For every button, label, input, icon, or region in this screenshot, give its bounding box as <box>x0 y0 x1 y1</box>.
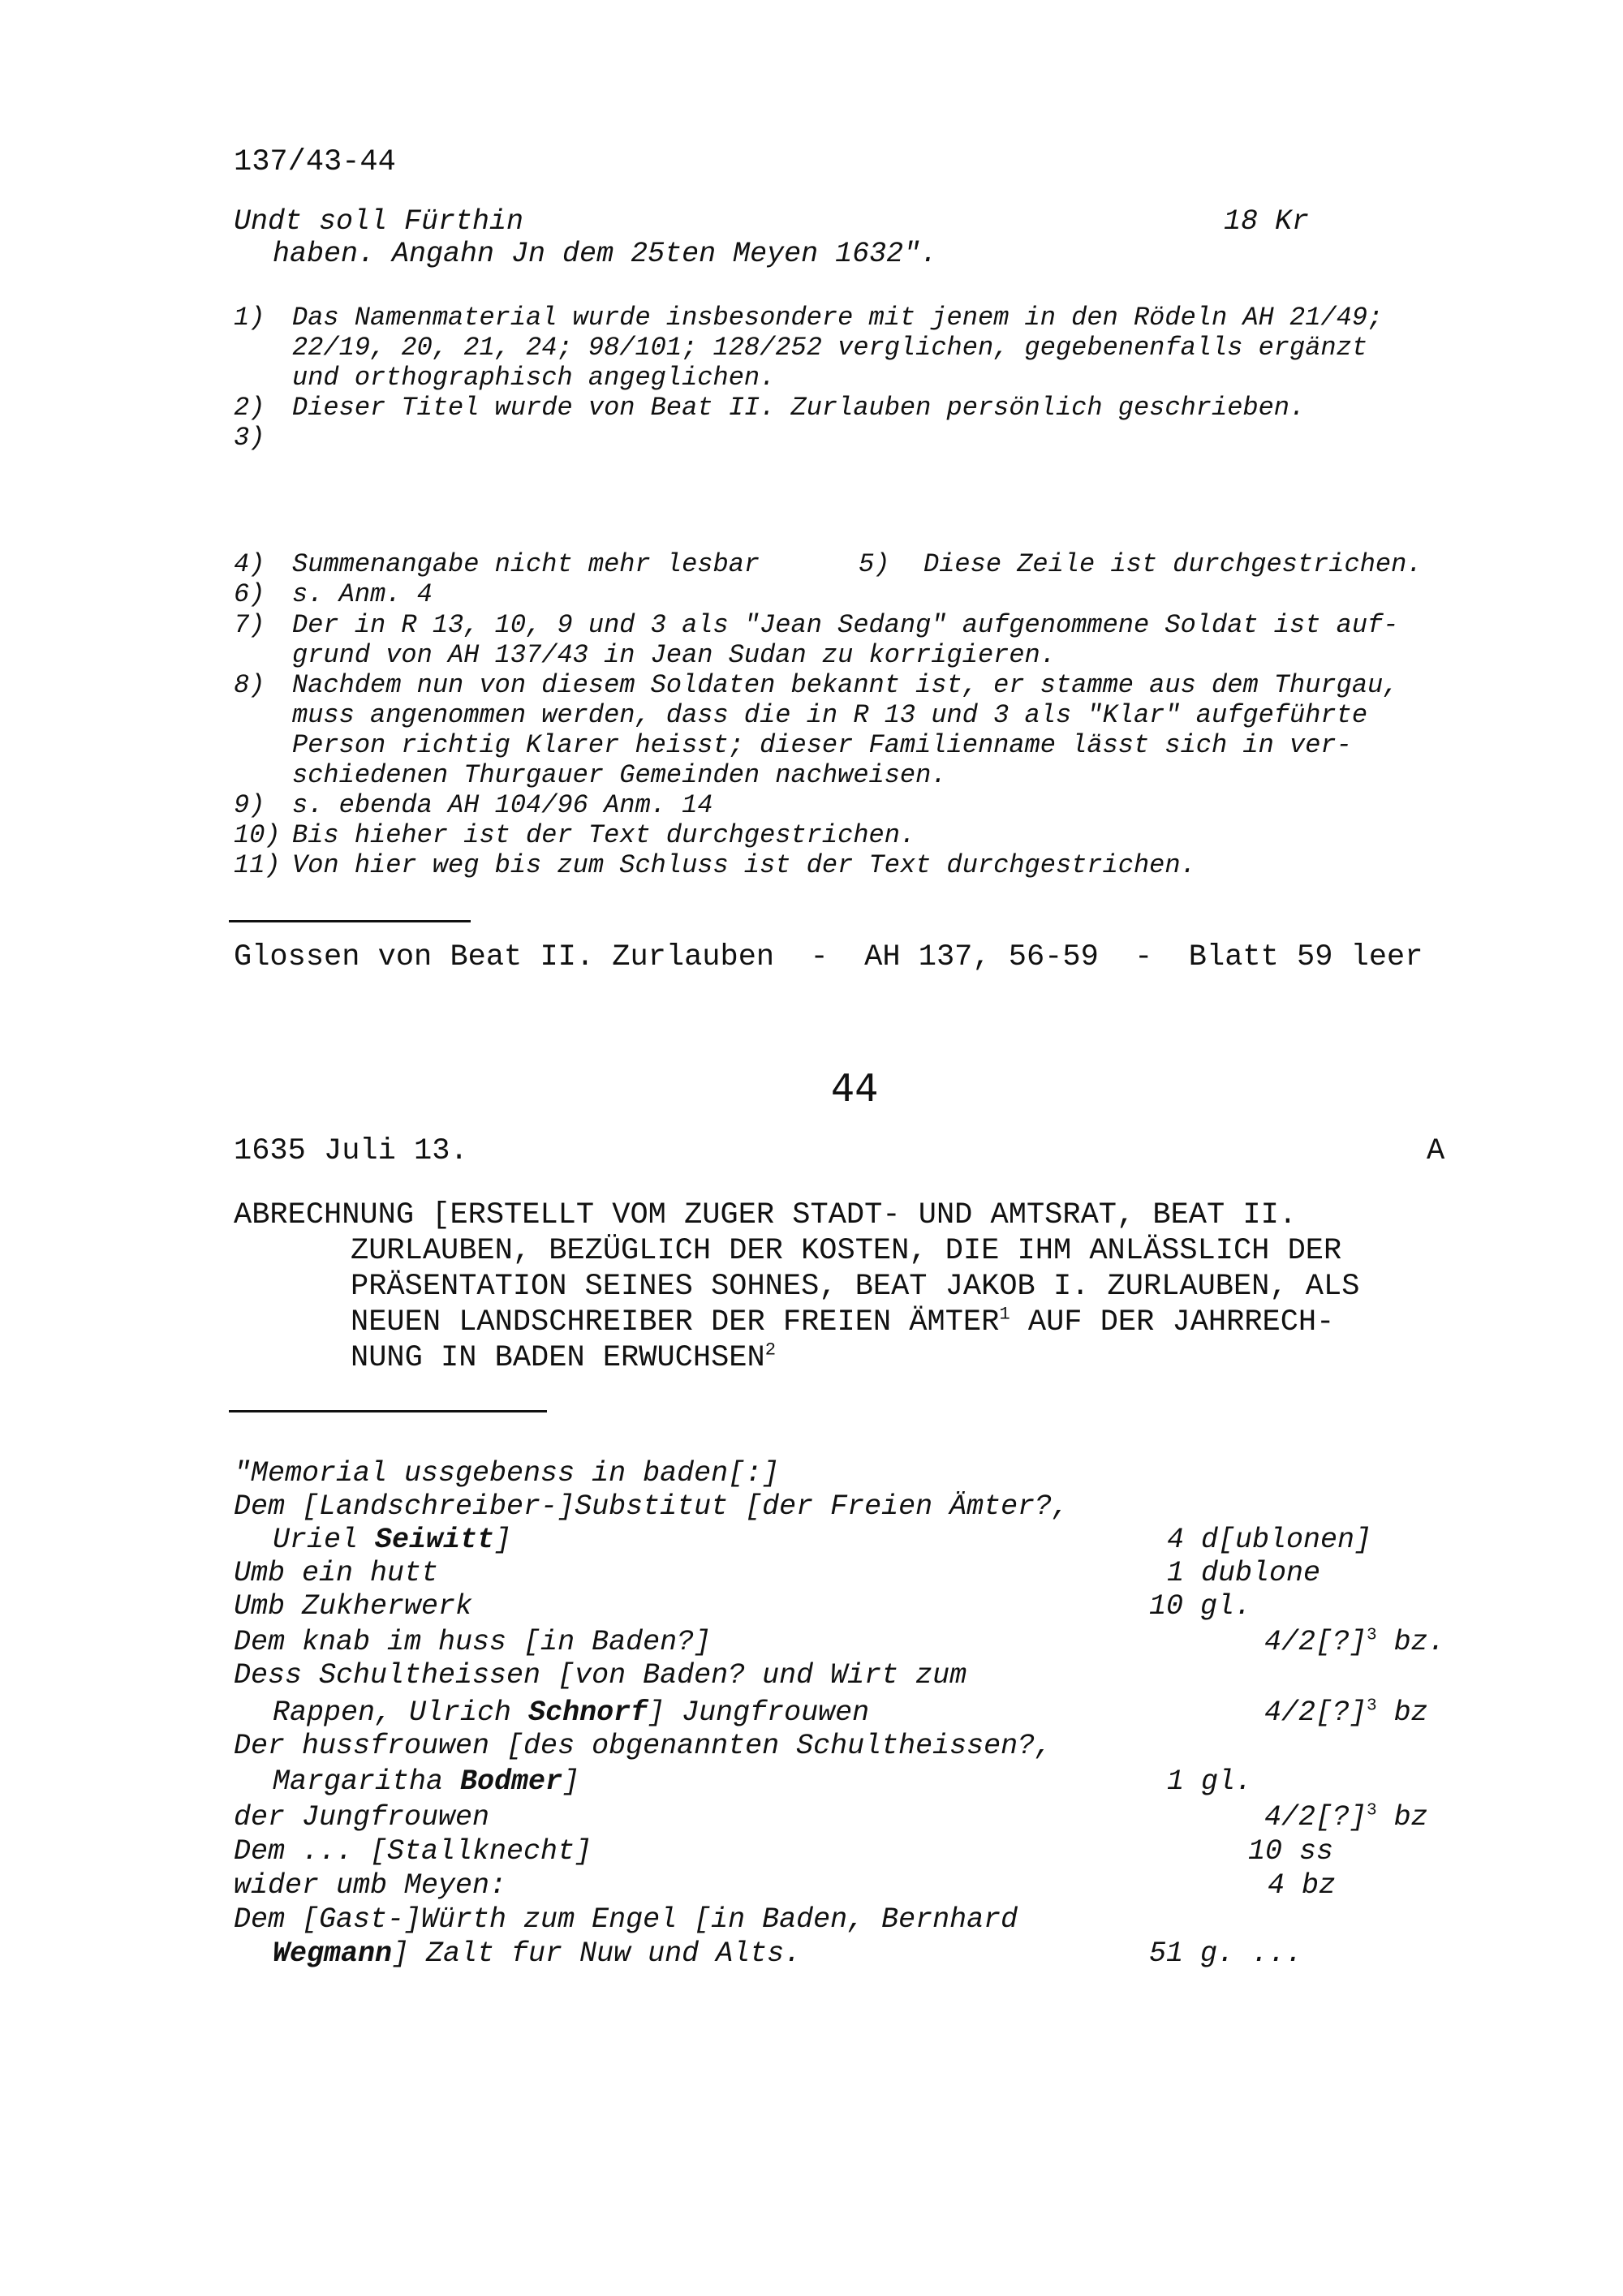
entry-text: ] <box>494 1524 512 1556</box>
title-text: NUNG IN BADEN ERWUCHSEN <box>351 1341 765 1375</box>
entry-text: ] Zalt fur Nuw und Alts. <box>392 1937 802 1970</box>
entry-text: Uriel <box>273 1524 376 1556</box>
memorial-line <box>273 1696 869 1729</box>
entry-text: ] <box>562 1765 580 1798</box>
memorial-line: Umb Zukherwerk <box>234 1590 473 1623</box>
footnote-text: Bis hieher ist der Text durchgestrichen. <box>292 820 916 850</box>
memorial-line <box>273 1765 579 1798</box>
person-name: Bodmer <box>460 1765 563 1798</box>
footnote-text: 22/19, 20, 21, 24; 98/101; 128/252 verglichen, gegebenenfalls ergänzt <box>292 333 1368 363</box>
archive-reference: 137/43-44 <box>234 145 396 179</box>
footnote-text: s. Anm. 4 <box>292 579 433 609</box>
memorial-line <box>273 1937 801 1970</box>
memorial-amount: 51 g. ... <box>1149 1937 1303 1970</box>
footnote-ref: 3 <box>1367 1801 1377 1821</box>
amount-value: 4/2[?] <box>1264 1801 1367 1834</box>
memorial-amount: 10 gl. <box>1149 1590 1252 1623</box>
footnote-ref: 1 <box>999 1304 1010 1325</box>
footnote-number: 2) <box>234 393 265 423</box>
footnote-text: Summenangabe nicht mehr lesbar <box>292 549 760 579</box>
prev-text-line: Undt soll Fürthin <box>234 205 524 238</box>
person-name: Schnorf <box>528 1696 648 1729</box>
memorial-amount: 1 dublone <box>1167 1557 1321 1589</box>
memorial-line: Umb ein hutt <box>234 1557 439 1589</box>
amount-unit: bz <box>1376 1696 1428 1729</box>
memorial-amount <box>1264 1696 1428 1729</box>
separator-line <box>229 1410 547 1412</box>
glossen-line: Glossen von Beat II. Zurlauben - AH 137, 56-59 - Blatt 59 leer <box>234 940 1423 974</box>
document-number: 44 <box>831 1066 879 1110</box>
memorial-amount: 4 bz <box>1268 1869 1337 1902</box>
memorial-amount: 10 ss <box>1248 1835 1334 1868</box>
memorial-line: Dem [Landschreiber-]Substitut [der Freien Ämter?, <box>234 1490 1070 1523</box>
prev-text-amount: 18 Kr <box>1224 205 1310 238</box>
footnote-text: Dieser Titel wurde von Beat II. Zurlauben persönlich geschrieben. <box>292 393 1306 423</box>
footnote-number: 5) <box>859 549 890 579</box>
footnote-text: s. ebenda AH 104/96 Anm. 14 <box>292 790 713 820</box>
memorial-line: Dem knab im huss [in Baden?] <box>234 1626 712 1658</box>
memorial-line: Der hussfrouwen [des obgenannten Schultheissen?, <box>234 1730 1053 1762</box>
memorial-line: wider umb Meyen: <box>234 1869 507 1902</box>
entry-text: Margaritha <box>273 1765 461 1798</box>
footnote-number: 7) <box>234 610 265 640</box>
amount-value: 4/2[?] <box>1264 1696 1367 1729</box>
separator-line <box>229 920 471 922</box>
footnote-number: 10) <box>234 820 281 850</box>
title-line: PRÄSENTATION SEINES SOHNES, BEAT JAKOB I. ZURLAUBEN, ALS <box>351 1270 1360 1304</box>
title-line: ABRECHNUNG [ERSTELLT VOM ZUGER STADT- UND AMTSRAT, BEAT II. <box>234 1198 1298 1232</box>
memorial-amount: 4 d[ublonen] <box>1167 1524 1372 1556</box>
entry-text: ] Jungfrouwen <box>648 1696 870 1729</box>
title-line <box>351 1340 776 1376</box>
footnote-number: 6) <box>234 579 265 609</box>
footnote-text: Der in R 13, 10, 9 und 3 als "Jean Sedang" aufgenommene Soldat ist auf- <box>292 610 1399 640</box>
title-line: ZURLAUBEN, BEZÜGLICH DER KOSTEN, DIE IHM ANLÄSSLICH DER <box>351 1234 1342 1268</box>
footnote-number: 9) <box>234 790 265 820</box>
footnote-number: 8) <box>234 670 265 700</box>
memorial-line: Dem [Gast-]Würth zum Engel [in Baden, Bernhard <box>234 1903 1018 1936</box>
footnote-text: Das Namenmaterial wurde insbesondere mit jenem in den Rödeln AH 21/49; <box>292 303 1384 333</box>
document-date: 1635 Juli 13. <box>234 1134 468 1168</box>
prev-text-line: haben. Angahn Jn dem 25ten Meyen 1632". <box>273 238 938 270</box>
document-marker: A <box>1427 1134 1445 1168</box>
footnote-ref: 3 <box>1367 1626 1377 1645</box>
footnote-text: Diese Zeile ist durchgestrichen. <box>923 549 1423 579</box>
amount-unit: bz <box>1376 1801 1428 1834</box>
memorial-line: Dess Schultheissen [von Baden? und Wirt zum <box>234 1659 967 1692</box>
footnote-number: 11) <box>234 850 281 880</box>
footnote-ref: 2 <box>764 1339 777 1361</box>
memorial-line <box>273 1524 511 1556</box>
memorial-line: Dem ... [Stallknecht] <box>234 1835 592 1868</box>
entry-text: Rappen, Ulrich <box>273 1696 529 1729</box>
footnote-text: Nachdem nun von diesem Soldaten bekannt ist, er stamme aus dem Thurgau, <box>292 670 1399 700</box>
footnote-text: grund von AH 137/43 in Jean Sudan zu korrigieren. <box>292 640 1056 670</box>
footnote-number: 3) <box>234 423 265 453</box>
memorial-line: der Jungfrouwen <box>234 1801 490 1834</box>
person-name: Wegmann <box>273 1937 393 1970</box>
footnote-text: Person richtig Klarer heisst; dieser Familienname lässt sich in ver- <box>292 730 1352 760</box>
footnote-text: muss angenommen werden, dass die in R 13 und 3 als "Klar" aufgeführte <box>292 700 1368 730</box>
footnote-number: 1) <box>234 303 265 333</box>
memorial-amount <box>1264 1626 1445 1658</box>
memorial-amount: 1 gl. <box>1167 1765 1253 1798</box>
amount-unit: bz. <box>1376 1626 1445 1658</box>
footnote-ref: 3 <box>1367 1696 1377 1716</box>
footnote-text: schiedenen Thurgauer Gemeinden nachweisen. <box>292 760 947 790</box>
footnote-text: und orthographisch angeglichen. <box>292 363 776 393</box>
title-text: NEUEN LANDSCHREIBER DER FREIEN ÄMTER <box>351 1305 1000 1339</box>
memorial-amount <box>1264 1801 1428 1834</box>
title-line <box>351 1305 1334 1340</box>
title-text: AUF DER JAHRRECH- <box>1010 1305 1335 1339</box>
amount-value: 4/2[?] <box>1264 1626 1367 1658</box>
footnote-text: Von hier weg bis zum Schluss ist der Text durchgestrichen. <box>292 850 1196 880</box>
memorial-heading: "Memorial ussgebenss in baden[:] <box>234 1457 780 1490</box>
footnote-number: 4) <box>234 549 265 579</box>
person-name: Seiwitt <box>375 1524 495 1556</box>
